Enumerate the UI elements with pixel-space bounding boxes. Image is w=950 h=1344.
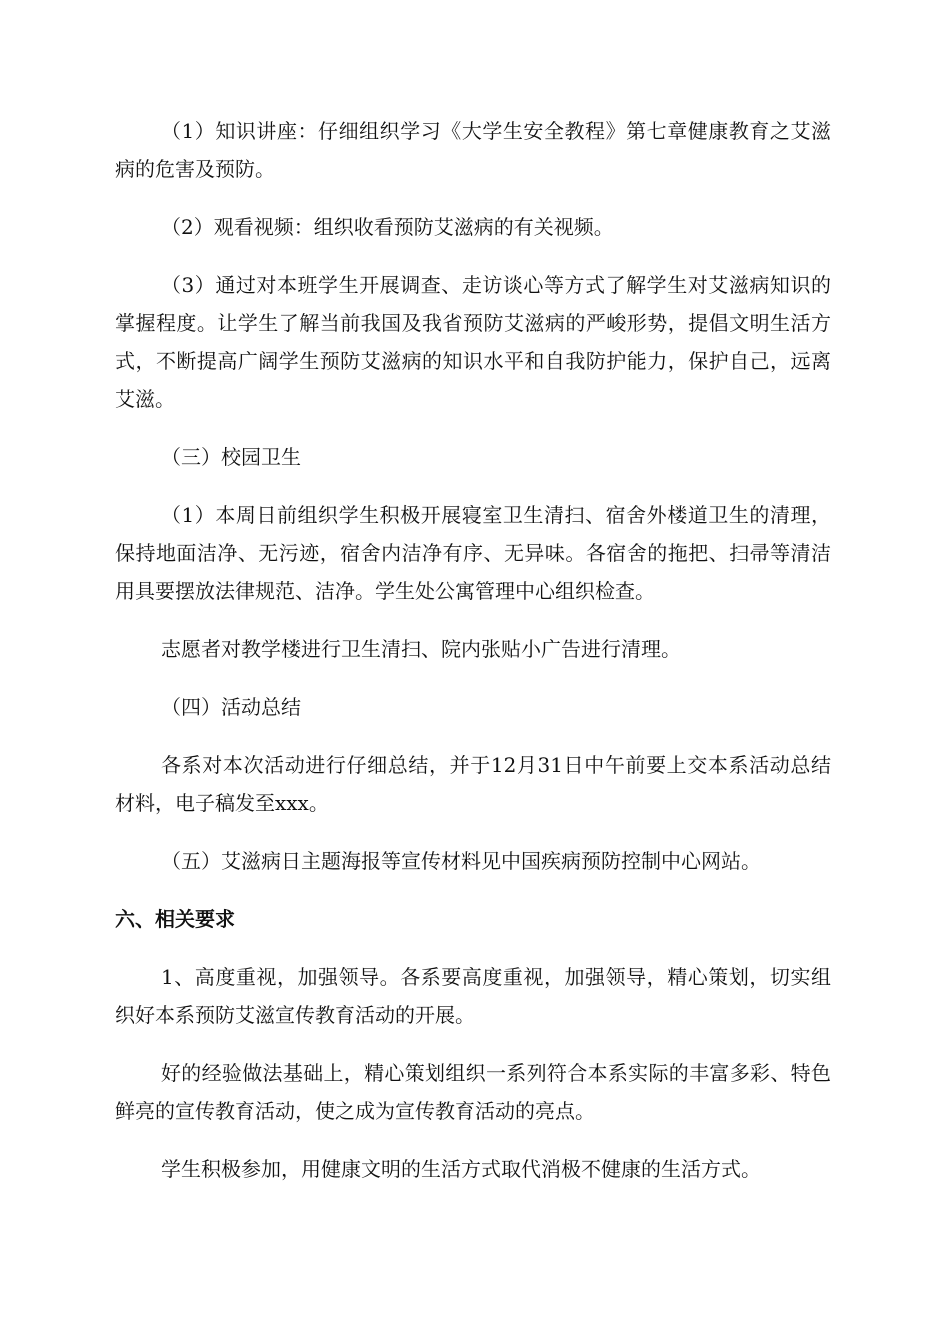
paragraph-poster-materials: （五）艾滋病日主题海报等宣传材料见中国疾病预防控制中心网站。 [161, 849, 761, 873]
paragraph-volunteers: 志愿者对教学楼进行卫生清扫、院内张贴小广告进行清理。 [161, 637, 681, 661]
paragraph-requirement-leadership: 1、高度重视，加强领导。各系要高度重视，加强领导，精心策划，切实组织好本系预防艾滋宣传教育活动的开展。 [115, 965, 831, 1027]
paragraph-watch-video: （2）观看视频：组织收看预防艾滋病的有关视频。 [161, 215, 614, 239]
paragraph-dorm-cleaning: （1）本周日前组织学生积极开展寝室卫生清扫、宿舍外楼道卫生的清理，保持地面洁净、无污迹，宿舍内洁净有序、无异味。各宿舍的拖把、扫帚等清洁用具要摆放法律规范、洁净。学生处公寓管理中心组织检查。 [115, 503, 831, 603]
paragraph-survey: （3）通过对本班学生开展调查、走访谈心等方式了解学生对艾滋病知识的掌握程度。让学生了解当前我国及我省预防艾滋病的严峻形势，提倡文明生活方式，不断提高广阔学生预防艾滋病的知识水平和自我防护能力，保护自己，远离艾滋。 [115, 273, 831, 411]
paragraph-requirement-participation: 学生积极参加，用健康文明的生活方式取代消极不健康的生活方式。 [161, 1157, 761, 1181]
document-body [115, 112, 831, 1208]
section-heading-requirements: 六、相关要求 [115, 907, 235, 931]
subheading-activity-summary: （四）活动总结 [161, 695, 301, 719]
paragraph-summary-deadline: 各系对本次活动进行仔细总结，并于12月31日中午前要上交本系活动总结材料，电子稿发至xxx。 [115, 753, 831, 815]
paragraph-requirement-planning: 好的经验做法基础上，精心策划组织一系列符合本系实际的丰富多彩、特色鲜亮的宣传教育活动，使之成为宣传教育活动的亮点。 [115, 1061, 831, 1123]
subheading-campus-hygiene: （三）校园卫生 [161, 445, 301, 469]
paragraph-knowledge-lecture: （1）知识讲座：仔细组织学习《大学生安全教程》第七章健康教育之艾滋病的危害及预防。 [115, 119, 831, 181]
